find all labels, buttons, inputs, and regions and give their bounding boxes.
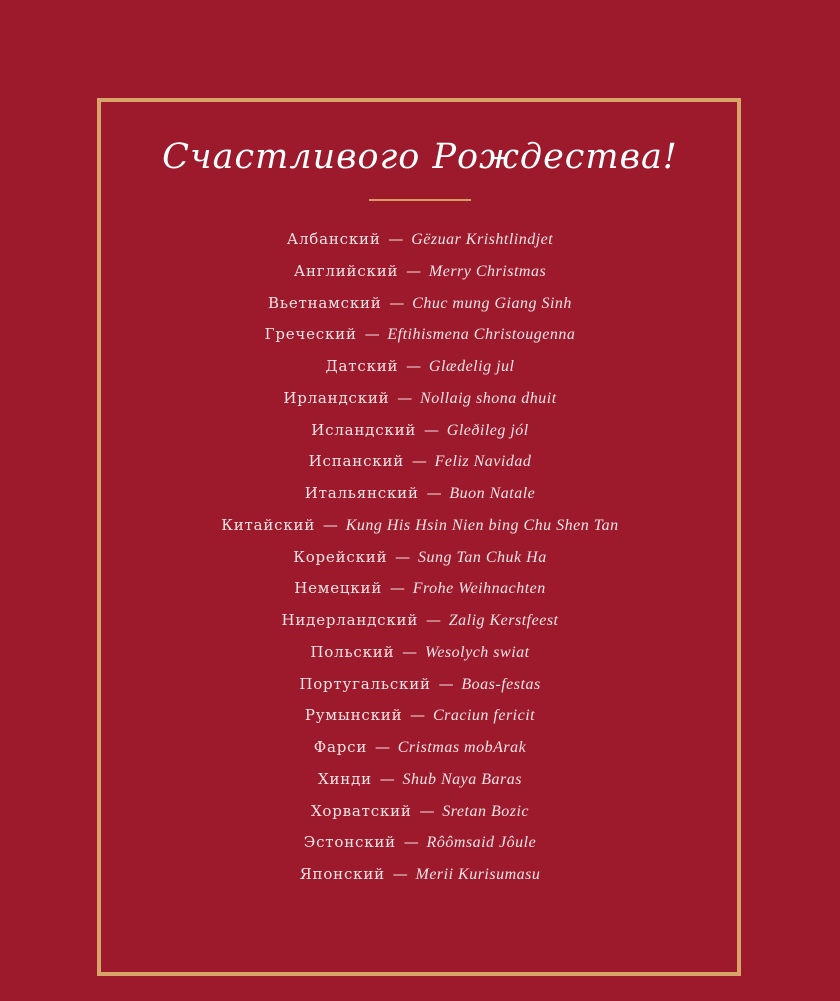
greeting-row [0,319,840,351]
greeting-phrase: Boas-festas [461,675,541,693]
greeting-row [0,510,840,542]
dash-separator: — [411,452,427,471]
language-name: Вьетнамский [268,293,382,312]
greeting-row [0,732,840,764]
dash-separator: — [395,547,411,566]
language-name: Португальский [299,674,431,693]
language-name: Датский [325,357,399,375]
greeting-row [0,542,840,574]
greeting-row [0,383,840,415]
greeting-phrase: Gëzuar Krishtlindjet [411,231,554,248]
language-name: Исландский [311,420,417,439]
dash-separator: — [403,833,419,852]
greeting-row [0,478,840,510]
dash-separator: — [410,706,426,725]
greeting-phrase: Rôômsaid Jôule [426,834,537,852]
greeting-list [0,224,840,891]
greeting-row [0,605,840,637]
dash-separator: — [425,611,441,629]
dash-separator: — [419,801,435,820]
dash-separator: — [364,325,380,344]
language-name: Хинди [318,769,372,788]
language-name: Итальянский [304,484,419,502]
language-name: Албанский [286,230,381,248]
greeting-row [0,288,840,320]
language-name: Ирландский [283,388,390,407]
dash-separator: — [322,515,338,534]
greeting-phrase: Nollaig shona dhuit [420,389,557,407]
greeting-row [0,351,840,383]
dash-separator: — [389,293,405,312]
greeting-row [0,764,840,796]
greeting-phrase: Feliz Navidad [434,453,532,471]
greeting-phrase: Sretan Bozic [442,802,530,820]
greeting-phrase: Chuc mung Giang Sinh [412,294,572,312]
language-name: Румынский [304,706,403,725]
greeting-phrase: Craciun fericit [432,707,536,725]
dash-separator: — [374,738,390,756]
dash-separator: — [392,865,408,883]
dash-separator: — [402,642,418,661]
greeting-row [0,224,840,256]
language-name: Польский [310,642,395,661]
greeting-row [0,637,840,669]
greeting-phrase: Kung His Hsin Nien bing Chu Shen Tan [345,516,619,534]
greeting-phrase: Frohe Weihnachten [412,580,546,598]
dash-separator: — [389,579,405,598]
language-name: Фарси [313,738,368,756]
greeting-phrase: Wesolych swiat [424,643,530,661]
greeting-row [0,859,840,891]
language-name: Английский [293,261,399,280]
dash-separator: — [426,484,442,502]
language-name: Немецкий [294,579,383,598]
greeting-row [0,256,840,288]
dash-separator: — [406,261,422,280]
greeting-row [0,446,840,478]
greeting-phrase: Shub Naya Baras [402,770,522,788]
dash-separator: — [397,388,413,407]
title-divider [369,199,471,201]
language-name: Нидерландский [281,611,419,629]
greeting-phrase: Cristmas mobArak [397,739,527,756]
language-name: Эстонский [303,833,396,852]
greeting-phrase: Gleðileg jól [446,421,529,439]
greeting-phrase: Sung Tan Chuk Ha [417,548,547,566]
dash-separator: — [406,357,422,375]
greeting-phrase: Merii Kurisumasu [415,866,541,883]
dash-separator: — [423,420,439,439]
greeting-row [0,827,840,859]
page-title: Счастливого Рождества! [162,137,678,177]
greeting-phrase: Eftihismena Christougenna [387,326,576,344]
dash-separator: — [388,230,404,248]
greeting-phrase: Merry Christmas [428,262,547,280]
greeting-row [0,669,840,701]
language-name: Корейский [293,547,388,566]
greeting-row [0,573,840,605]
language-name: Хорватский [310,801,412,820]
language-name: Китайский [221,515,316,534]
greeting-row [0,700,840,732]
greeting-phrase: Buon Natale [449,485,536,502]
dash-separator: — [438,674,454,693]
dash-separator: — [379,769,395,788]
greeting-phrase: Glædelig jul [428,358,515,375]
language-name: Испанский [308,452,405,471]
language-name: Японский [299,865,385,883]
language-name: Греческий [264,325,357,344]
greeting-row [0,415,840,447]
greeting-row [0,796,840,828]
greeting-phrase: Zalig Kerstfeest [448,612,559,629]
